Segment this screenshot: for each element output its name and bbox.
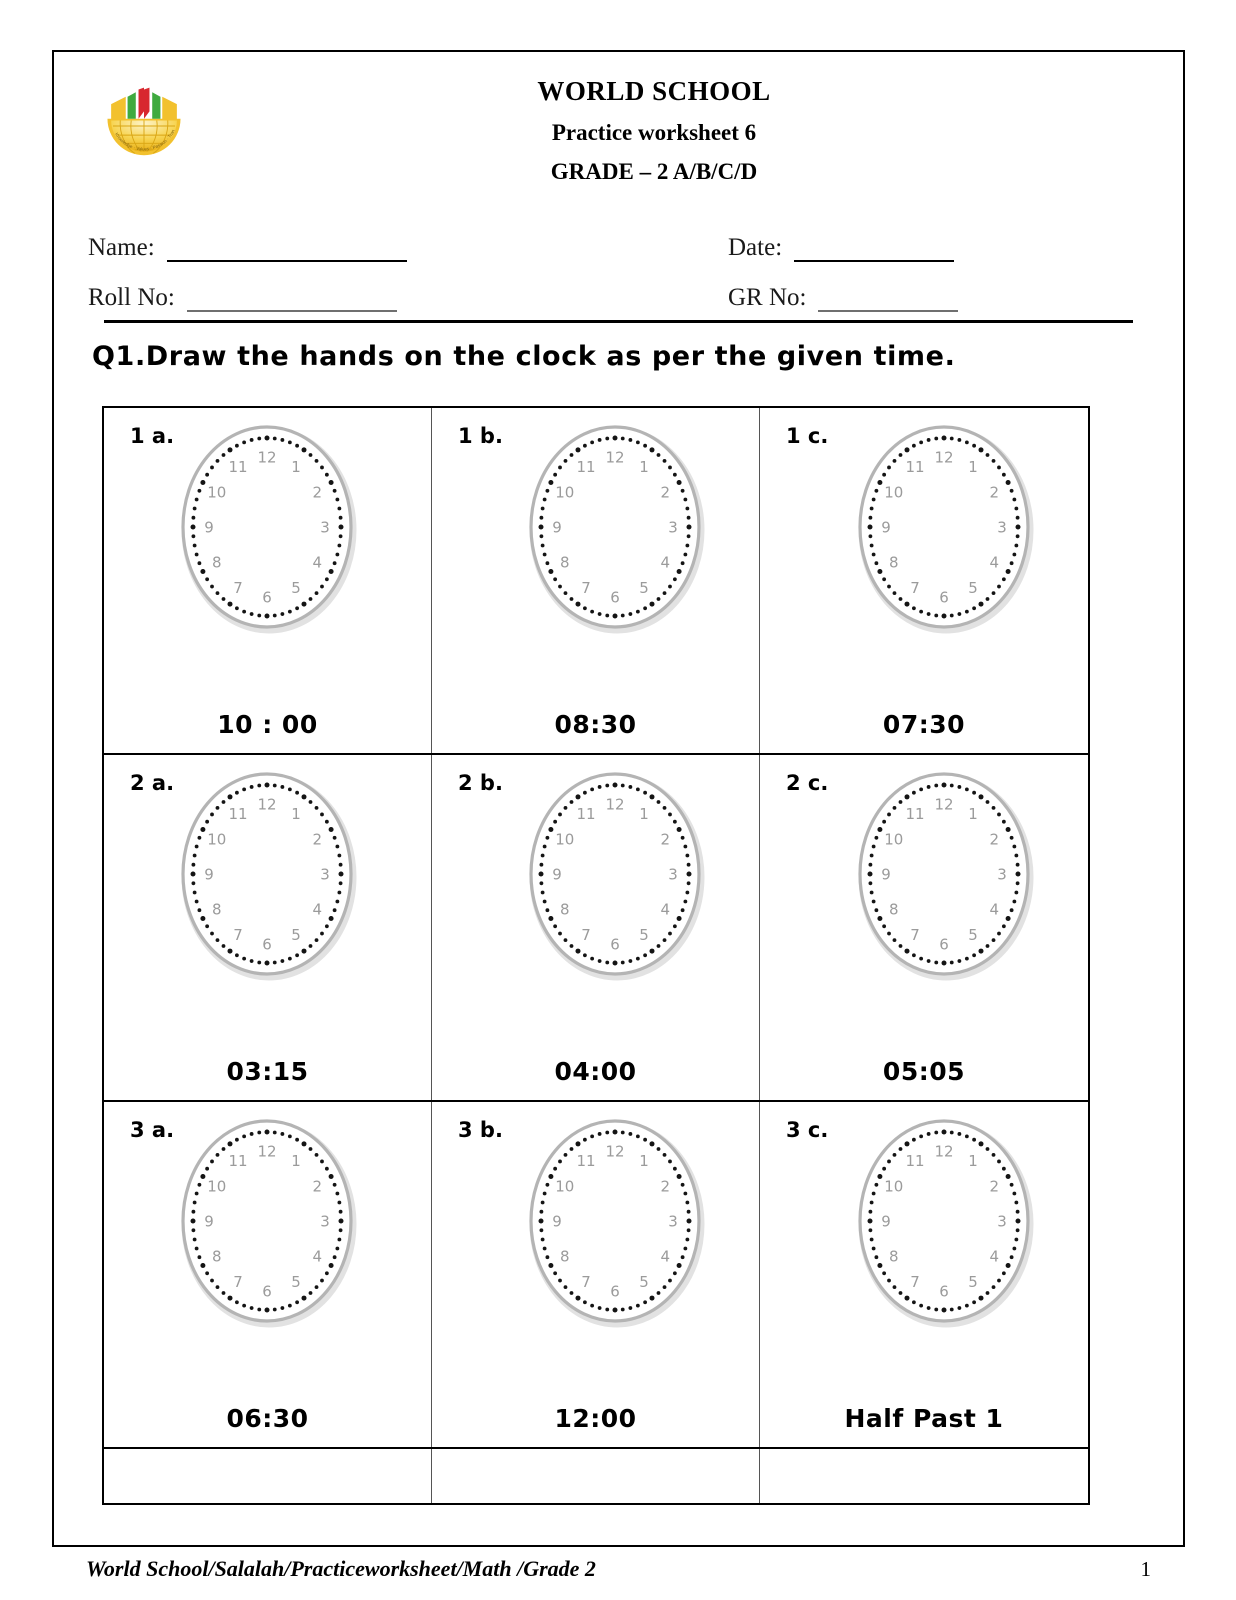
svg-text:12: 12: [257, 1142, 278, 1161]
svg-text:10: 10: [207, 1177, 227, 1196]
clock-cell-3a[interactable]: [104, 1102, 432, 1447]
name-label: Name:: [88, 234, 155, 261]
clock-cell-1b[interactable]: [432, 408, 760, 753]
svg-text:1: 1: [968, 457, 978, 476]
clock-cell-2a[interactable]: [104, 755, 432, 1100]
svg-text:5: 5: [291, 579, 302, 598]
clock-2a[interactable]: [104, 763, 431, 985]
svg-text:11: 11: [905, 457, 925, 476]
date-field-group: [728, 234, 954, 262]
svg-text:9: 9: [881, 1212, 891, 1231]
clock-time-label: 08:30: [554, 710, 637, 739]
gr-field-group: [728, 284, 958, 312]
name-field-group: [88, 234, 728, 262]
svg-text:12: 12: [257, 448, 278, 467]
clock-grid-row-partial: [104, 1449, 1088, 1505]
worksheet-title: Practice worksheet 6: [551, 120, 757, 145]
svg-text:1: 1: [968, 804, 978, 823]
svg-text:12: 12: [934, 795, 954, 814]
svg-text:5: 5: [291, 926, 302, 945]
svg-text:7: 7: [910, 926, 920, 945]
svg-text:8: 8: [212, 1247, 223, 1266]
svg-text:10: 10: [555, 483, 575, 502]
clock-cell-2c[interactable]: [760, 755, 1088, 1100]
svg-text:3: 3: [997, 1212, 1007, 1231]
header-divider: [104, 320, 1133, 323]
meta-row-2: [88, 262, 1149, 312]
clock-time-label: 05:05: [882, 1057, 965, 1086]
page-footer: [52, 1556, 1185, 1582]
grade-line: GRADE – 2 A/B/C/D: [550, 159, 758, 184]
svg-text:2: 2: [660, 1177, 671, 1196]
clock-cell-1c[interactable]: [760, 408, 1088, 753]
svg-text:10: 10: [207, 483, 227, 502]
clock-cell-label: 2 c.: [785, 771, 829, 795]
svg-text:3: 3: [668, 865, 679, 884]
svg-text:9: 9: [204, 518, 215, 537]
clock-cell-partial[interactable]: [432, 1449, 760, 1503]
clock-time-label: 03:15: [226, 1057, 309, 1086]
svg-text:1: 1: [639, 1151, 650, 1170]
svg-text:6: 6: [262, 935, 273, 954]
clock-grid-row: [104, 755, 1088, 1102]
clock-time-label: 06:30: [226, 1404, 309, 1433]
svg-text:1: 1: [291, 1151, 302, 1170]
svg-text:4: 4: [312, 900, 323, 919]
svg-text:8: 8: [212, 553, 223, 572]
svg-text:12: 12: [605, 448, 626, 467]
svg-text:3: 3: [997, 865, 1007, 884]
question-1-prompt: Q1.Draw the hands on the clock as per the given time.: [92, 341, 956, 372]
svg-text:5: 5: [639, 579, 650, 598]
footer-path: World School/Salalah/Practiceworksheet/Math /Grade 2: [86, 1556, 596, 1581]
svg-text:2: 2: [312, 483, 323, 502]
svg-text:11: 11: [228, 804, 249, 823]
svg-text:5: 5: [639, 926, 650, 945]
svg-text:6: 6: [610, 1282, 621, 1301]
page-header: [54, 52, 1183, 212]
date-input[interactable]: [794, 240, 954, 262]
clock-cell-partial[interactable]: [104, 1449, 432, 1503]
clock-3a[interactable]: [104, 1110, 431, 1332]
svg-text:7: 7: [910, 579, 920, 598]
svg-text:11: 11: [576, 1151, 597, 1170]
gr-no-input[interactable]: [818, 290, 958, 312]
svg-text:6: 6: [939, 935, 949, 954]
svg-text:11: 11: [576, 804, 597, 823]
svg-text:9: 9: [881, 518, 891, 537]
svg-text:11: 11: [905, 804, 925, 823]
svg-text:1: 1: [291, 804, 302, 823]
svg-text:1: 1: [291, 457, 302, 476]
name-input[interactable]: [167, 240, 407, 262]
svg-text:10: 10: [207, 830, 227, 849]
svg-text:10: 10: [884, 483, 904, 502]
svg-text:10: 10: [884, 1177, 904, 1196]
svg-text:4: 4: [989, 1247, 999, 1266]
svg-text:2: 2: [989, 483, 999, 502]
gr-no-label: GR No:: [728, 284, 807, 311]
svg-text:8: 8: [888, 553, 899, 572]
svg-text:2: 2: [989, 830, 999, 849]
clock-cell-3c[interactable]: [760, 1102, 1088, 1447]
worksheet-page: [52, 50, 1185, 1547]
clock-cell-3b[interactable]: [432, 1102, 760, 1447]
svg-text:12: 12: [257, 795, 278, 814]
svg-text:12: 12: [934, 1142, 954, 1161]
svg-text:6: 6: [610, 935, 621, 954]
svg-text:8: 8: [212, 900, 223, 919]
svg-text:5: 5: [291, 1273, 302, 1292]
svg-text:3: 3: [668, 518, 679, 537]
school-name: WORLD SCHOOL: [537, 76, 771, 106]
clock-cell-label: 2 a.: [130, 771, 175, 795]
svg-text:10: 10: [555, 830, 575, 849]
svg-text:4: 4: [989, 553, 999, 572]
clock-3c[interactable]: [760, 1110, 1088, 1332]
svg-text:9: 9: [204, 1212, 215, 1231]
clock-time-label: 04:00: [554, 1057, 637, 1086]
world-school-logo-icon: [98, 84, 190, 168]
clock-2b[interactable]: [432, 763, 759, 985]
clock-1c[interactable]: [760, 416, 1088, 638]
svg-text:2: 2: [660, 830, 671, 849]
svg-text:2: 2: [312, 830, 323, 849]
svg-text:8: 8: [560, 553, 571, 572]
title-block: [354, 78, 954, 183]
svg-text:11: 11: [905, 1151, 925, 1170]
svg-text:9: 9: [881, 865, 891, 884]
clock-2c[interactable]: [760, 763, 1088, 985]
svg-text:1: 1: [968, 1151, 978, 1170]
svg-text:4: 4: [660, 1247, 671, 1266]
svg-text:8: 8: [560, 1247, 571, 1266]
clock-time-label: 07:30: [882, 710, 965, 739]
svg-text:7: 7: [233, 1273, 244, 1292]
date-label: Date:: [728, 234, 783, 261]
clock-cell-label: 1 a.: [130, 424, 175, 448]
clock-cell-1a[interactable]: [104, 408, 432, 753]
clock-cell-partial[interactable]: [760, 1449, 1088, 1503]
svg-text:12: 12: [605, 795, 626, 814]
clock-cell-label: 1 b.: [457, 424, 503, 448]
svg-text:3: 3: [320, 865, 331, 884]
svg-text:4: 4: [312, 1247, 323, 1266]
svg-text:3: 3: [320, 1212, 331, 1231]
svg-text:11: 11: [576, 457, 597, 476]
svg-text:4: 4: [312, 553, 323, 572]
clock-cell-label: 1 c.: [785, 424, 829, 448]
clock-time-label: 12:00: [554, 1404, 637, 1433]
svg-text:11: 11: [228, 1151, 249, 1170]
svg-text:7: 7: [581, 579, 592, 598]
student-info-block: [54, 212, 1183, 323]
svg-text:7: 7: [581, 1273, 592, 1292]
svg-text:5: 5: [639, 1273, 650, 1292]
svg-text:7: 7: [910, 1273, 920, 1292]
meta-row-1: [88, 212, 1149, 262]
svg-text:5: 5: [968, 926, 978, 945]
svg-text:10: 10: [555, 1177, 575, 1196]
svg-text:8: 8: [560, 900, 571, 919]
svg-text:4: 4: [660, 900, 671, 919]
svg-text:4: 4: [660, 553, 671, 572]
svg-text:8: 8: [888, 1247, 899, 1266]
roll-no-label: Roll No:: [88, 284, 175, 311]
svg-text:3: 3: [997, 518, 1007, 537]
clock-grid: [102, 406, 1090, 1505]
clock-time-label: 10 : 00: [217, 710, 318, 739]
footer-page-number: 1: [1140, 1557, 1151, 1581]
svg-text:4: 4: [989, 900, 999, 919]
clock-grid-row: [104, 1102, 1088, 1449]
clock-1b[interactable]: [432, 416, 759, 638]
svg-text:7: 7: [233, 579, 244, 598]
roll-no-input[interactable]: [187, 290, 397, 312]
svg-text:9: 9: [552, 865, 563, 884]
clock-1a[interactable]: [104, 416, 431, 638]
svg-text:8: 8: [888, 900, 899, 919]
svg-text:1: 1: [639, 457, 650, 476]
clock-time-label: Half Past 1: [844, 1404, 1004, 1433]
svg-text:1: 1: [639, 804, 650, 823]
svg-text:9: 9: [552, 518, 563, 537]
svg-text:6: 6: [262, 588, 273, 607]
svg-text:2: 2: [660, 483, 671, 502]
clock-grid-row: [104, 408, 1088, 755]
clock-cell-2b[interactable]: [432, 755, 760, 1100]
svg-text:12: 12: [605, 1142, 626, 1161]
svg-text:6: 6: [939, 588, 949, 607]
svg-text:10: 10: [884, 830, 904, 849]
svg-text:9: 9: [552, 1212, 563, 1231]
svg-text:5: 5: [968, 579, 978, 598]
clock-cell-label: 2 b.: [457, 771, 503, 795]
svg-text:11: 11: [228, 457, 249, 476]
clock-3b[interactable]: [432, 1110, 759, 1332]
svg-text:6: 6: [939, 1282, 949, 1301]
svg-text:7: 7: [581, 926, 592, 945]
svg-text:3: 3: [668, 1212, 679, 1231]
svg-text:2: 2: [989, 1177, 999, 1196]
roll-field-group: [88, 284, 728, 312]
svg-text:7: 7: [233, 926, 244, 945]
svg-text:Knowledge · Values · Passi: Knowledge · Values · Passion · Tran: [114, 128, 176, 152]
svg-text:3: 3: [320, 518, 331, 537]
svg-text:6: 6: [610, 588, 621, 607]
svg-text:12: 12: [934, 448, 954, 467]
clock-cell-label: 3 a.: [130, 1118, 175, 1142]
svg-text:5: 5: [968, 1273, 978, 1292]
clock-cell-label: 3 c.: [785, 1118, 829, 1142]
svg-text:6: 6: [262, 1282, 273, 1301]
clock-cell-label: 3 b.: [457, 1118, 503, 1142]
svg-text:2: 2: [312, 1177, 323, 1196]
svg-text:9: 9: [204, 865, 215, 884]
